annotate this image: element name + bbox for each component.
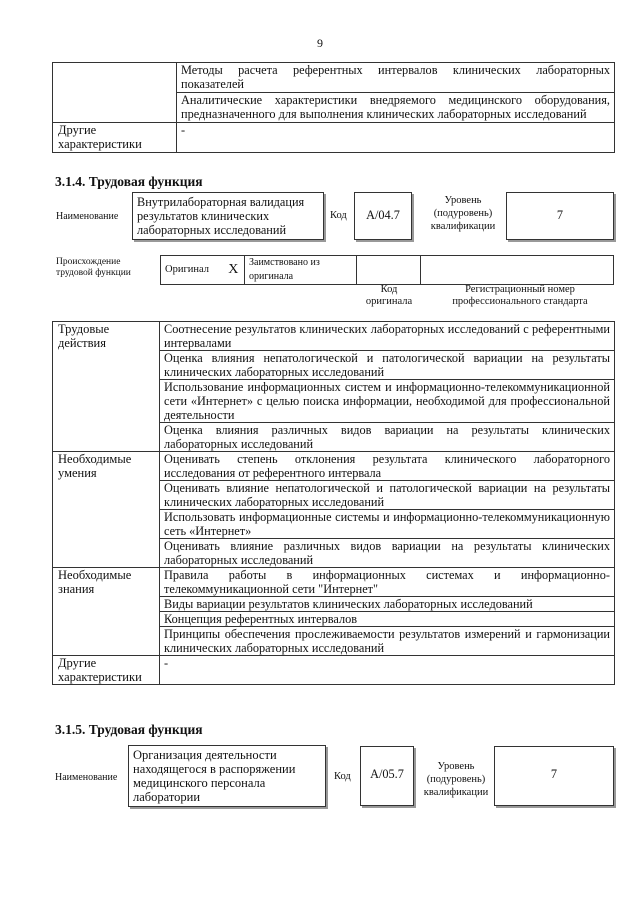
table-row [53,568,615,597]
code-box-314 [354,192,412,240]
top-table-row: Методы расчета референтных интервалов клинических лабораторных показателей [177,63,615,93]
group-item: Оценивать влияние различных видов вариации на результаты клинических лабораторных исследований [160,539,615,568]
group-item: Оценивать влияние непатологической и патологической вариации на результаты клинических лабораторных исследований [160,481,615,510]
origin-table [160,255,614,285]
group-item: Соотнесение результатов клинических лабораторных исследований с референтными интервалами [160,322,615,351]
code-box-315 [360,746,414,806]
name-value-315: Организация деятельности находящегося в распоряжении медицинского персонала лаборатории [133,748,296,804]
group-item: Оценивать степень отклонения результата клинического лабораторного исследования от референтного интервала [160,452,615,481]
code-value-314: A/04.7 [366,208,400,222]
reg-number-cell [421,256,614,285]
name-box-314 [132,192,324,240]
level-box-315 [494,746,614,806]
reg-number-caption: Регистрационный номер профессионального стандарта [452,284,588,307]
original-mark: X [223,256,245,285]
group-item: Использовать информационные системы и информационно-телекоммуникационную сеть «Интернет» [160,510,615,539]
group-label: Необходимые умения [53,452,160,568]
code-original-caption: Код оригинала [365,284,413,307]
code-original-cell [357,256,421,285]
level-label-314: Уровень (подуровень) квалификации [430,195,496,232]
group-item: Использование информационных систем и информационно-телекоммуникационной сети «Интернет» с целью поиска информации, необходимой для профессиональной деятельности [160,380,615,423]
table-row [53,452,615,481]
group-item: Оценка влияния различных видов вариации на результаты клинических лабораторных исследований [160,423,615,452]
top-table-label-cell [53,63,177,123]
name-label-315: Наименование [55,772,118,783]
table-row [53,322,615,351]
main-table [52,321,615,685]
level-value-314: 7 [556,208,564,222]
group-label: Необходимые знания [53,568,160,656]
level-box-314 [506,192,614,240]
page-number: 9 [317,36,323,50]
group-label: Трудовые действия [53,322,160,452]
section-title-315: 3.1.5. Трудовая функция [55,722,203,737]
original-label: Оригинал [161,256,223,285]
code-label-315: Код [334,771,351,782]
table-row [53,656,615,685]
top-table [52,62,615,153]
borrowed-label: Заимствовано из оригинала [245,256,357,285]
level-label-315: Уровень (подуровень) квалификации [423,761,489,798]
group-item: - [160,656,615,685]
group-item: Концепция референтных интервалов [160,612,615,627]
group-item: Оценка влияния непатологической и патологической вариации на результаты клинических лабораторных исследований [160,351,615,380]
name-box-315 [128,745,326,807]
origin-label: Происхождение трудовой функции [56,257,131,278]
group-item: Виды вариации результатов клинических лабораторных исследований [160,597,615,612]
section-title-314: 3.1.4. Трудовая функция [55,174,203,189]
name-value-314: Внутрилабораторная валидация результатов клинических лабораторных исследований [137,195,305,237]
name-label-314: Наименование [56,211,119,222]
code-label-314: Код [330,210,347,221]
group-item: Правила работы в информационных системах и информационно-телекоммуникационной сети "Интернет" [160,568,615,597]
top-table-other-label: Другие характеристики [53,123,177,153]
group-label: Другие характеристики [53,656,160,685]
level-value-315: 7 [550,767,558,781]
top-table-row: Аналитические характеристики внедряемого медицинского оборудования, предназначенного для выполнения клинических лабораторных исследований [177,93,615,123]
group-item: Принципы обеспечения прослеживаемости результатов измерений и гармонизации клинических лабораторных исследований [160,627,615,656]
code-value-315: A/05.7 [370,767,404,781]
top-table-other-value: - [177,123,615,153]
